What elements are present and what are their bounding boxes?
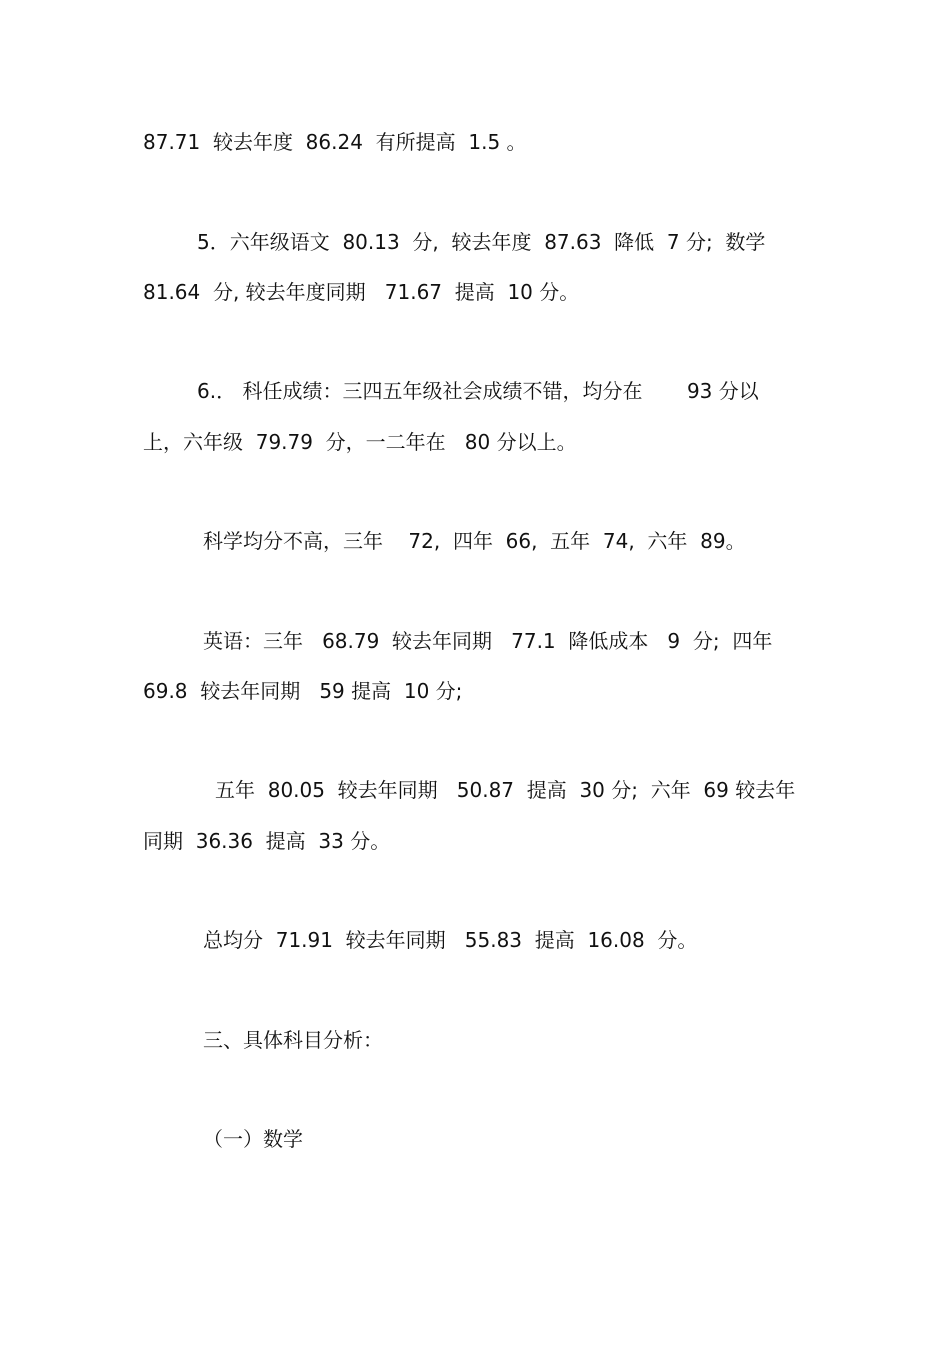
text-line-1: 87.71 较去年度 86.24 有所提高 1.5 。 <box>143 130 527 154</box>
text-line-4: 6.． 科任成绩：三四五年级社会成绩不错，均分在 93 分以 <box>197 379 759 403</box>
text-line-3: 81.64 分, 较去年度同期 71.67 提高 10 分。 <box>143 280 580 304</box>
subsection-heading: （一）数学 <box>203 1127 303 1151</box>
text-line-11: 总均分 71.91 较去年同期 55.83 提高 16.08 分。 <box>203 928 698 952</box>
text-line-7: 英语：三年 68.79 较去年同期 77.1 降低成本 9 分; 四年 <box>203 629 773 653</box>
text-line-9: 五年 80.05 较去年同期 50.87 提高 30 分; 六年 69 较去年 <box>215 778 796 802</box>
text-line-5: 上，六年级 79.79 分，一二年在 80 分以上。 <box>143 430 577 454</box>
section-heading: 三、具体科目分析： <box>203 1028 383 1052</box>
text-line-2: 5．六年级语文 80.13 分, 较去年度 87.63 降低 7 分; 数学 <box>197 230 766 254</box>
text-line-10: 同期 36.36 提高 33 分。 <box>143 829 391 853</box>
text-line-8: 69.8 较去年同期 59 提高 10 分; <box>143 679 463 703</box>
text-line-6: 科学均分不高，三年 72, 四年 66, 五年 74, 六年 89。 <box>203 529 746 553</box>
